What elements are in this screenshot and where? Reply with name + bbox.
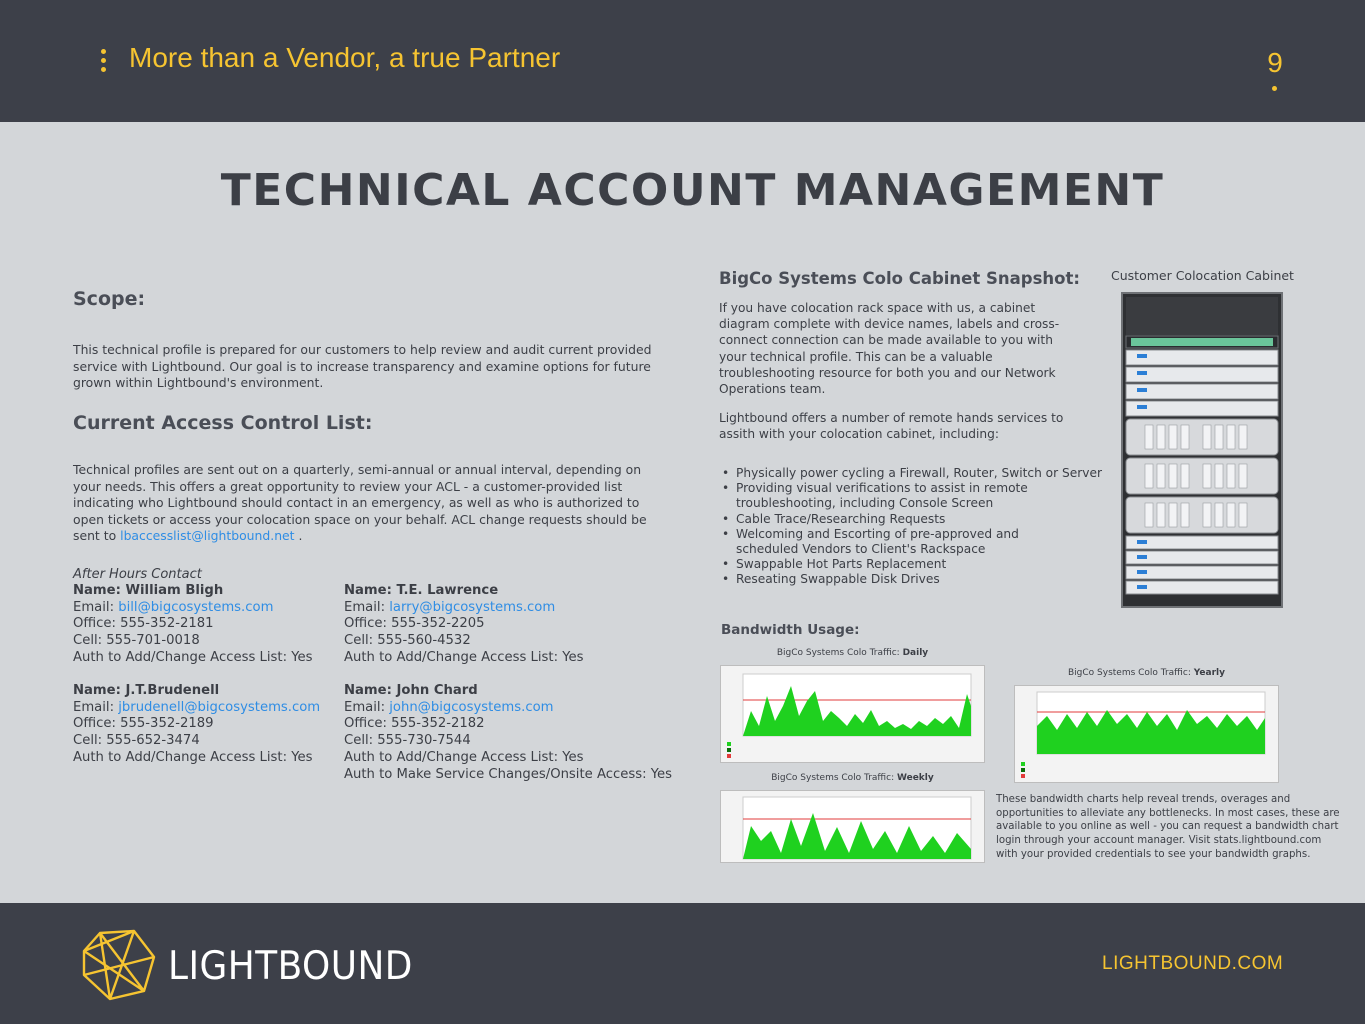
contact-name: Name: William Bligh [73,583,224,598]
contact-cell: Cell: 555-560-4532 [344,633,471,649]
contact-name: Name: J.T.Brudenell [73,683,220,698]
daily-chart-plot [721,666,984,762]
page-title: TECHNICAL ACCOUNT MANAGEMENT [220,165,1165,216]
contact-email-link[interactable]: jbrudenell@bigcosystems.com [118,699,321,715]
acl-body-text: Technical profiles are sent out on a quarterly, semi-annual or annual interval, depending on your needs. This offers a great opportunity to review your ACL - a customer-provided list indicating who Lightbound should contact in an emergency, as well as who is authorized to open tickets or access your colocation space on your behalf. ACL change requests should be sent to [73,462,647,544]
footer-bar [0,903,1365,1024]
acl-heading: Current Access Control List: [73,412,373,434]
page-number-dot-icon [1272,86,1277,91]
contact-email-label: Email: [73,599,119,615]
acl-body-suffix: . [294,528,303,544]
contact-email-label: Email: [73,699,119,715]
contact-email-row [73,600,313,617]
contact-email-label: Email: [344,699,390,715]
contact-auth: Auth to Add/Change Access List: Yes [73,749,313,765]
chart-caption-period: Weekly [896,773,934,783]
contact-card [344,583,584,667]
list-item: • Physically power cycling a Firewall, Router, Switch or Server [722,466,1117,481]
bandwidth-body: These bandwidth charts help reveal trends, overages and opportunities to alleviate any bottlenecks. In most cases, these are available to you online as well - you can request a bandwidth chart login through your account manager. Visit stats.lightbound.com with your provided credentials to see your bandwidth graphs. [996,794,1340,860]
footer-website-link[interactable]: LIGHTBOUND.COM [1102,953,1284,974]
cabinet-rack-graphic [1123,294,1281,606]
contact-email-row [344,600,584,617]
header-bar [0,0,1365,122]
chart-caption-text: BigCo Systems Colo Traffic: [776,648,903,658]
contact-email-row [344,700,672,717]
contact-cell: Cell: 555-652-3474 [73,733,200,749]
cabinet-caption: Customer Colocation Cabinet [1111,268,1294,283]
weekly-traffic-chart [720,790,985,863]
chart-caption-period: Daily [902,648,929,658]
list-item: • Providing visual verifications to assist in remote troubleshooting, including Console Screen [722,481,1117,511]
lightbound-logo-icon [80,929,158,1001]
bandwidth-heading: Bandwidth Usage: [721,622,860,638]
page-number: 9 [1267,47,1283,78]
contact-card [73,583,313,667]
snapshot-body-1: If you have colocation rack space with us, a cabinet diagram complete with device names, labels and cross-connect connection can be made available to you with your technical profile. This can be a valuable troubleshooting resource for both you and our Network Operations team. [719,301,1060,397]
daily-traffic-chart [720,665,985,763]
chart-caption-text: BigCo Systems Colo Traffic: [771,773,897,783]
list-item: • Reseating Swappable Disk Drives [722,572,1117,587]
acl-body [73,462,668,545]
yearly-traffic-chart [1014,685,1279,783]
list-item: • Welcoming and Escorting of pre-approved and scheduled Vendors to Client's Rackspace [722,527,1072,557]
chart-caption-text: BigCo Systems Colo Traffic: [1067,668,1194,678]
contact-auth: Auth to Add/Change Access List: Yes [344,649,584,665]
weekly-chart-caption [720,773,985,783]
vertical-dots-icon [101,49,107,76]
contact-auth-onsite: Auth to Make Service Changes/Onsite Access: Yes [344,766,673,782]
contact-office: Office: 555-352-2189 [73,716,214,732]
contact-card [344,683,672,783]
contact-email-link[interactable]: bill@bigcosystems.com [118,599,274,615]
chart-caption-period: Yearly [1193,668,1225,678]
contact-office: Office: 555-352-2205 [344,616,485,632]
contact-cell: Cell: 555-730-7544 [344,733,471,749]
contact-office: Office: 555-352-2182 [344,716,485,732]
remote-hands-list [722,466,1117,588]
contact-auth: Auth to Add/Change Access List: Yes [73,649,313,665]
acl-email-link[interactable]: lbaccesslist@lightbound.net [120,528,295,544]
contact-email-row [73,700,320,717]
after-hours-label: After Hours Contact [73,567,202,582]
scope-body: This technical profile is prepared for our customers to help review and audit current provided service with Lightbound. Our goal is to increase transparency and examine options for future grown within Lightbound's environment. [73,342,652,391]
yearly-chart-caption [1014,668,1279,678]
snapshot-body-2: Lightbound offers a number of remote hands services to assith with your colocation cabinet, including: [719,411,1064,442]
contact-auth: Auth to Add/Change Access List: Yes [344,749,584,765]
contact-office: Office: 555-352-2181 [73,616,214,632]
yearly-chart-plot [1015,686,1278,782]
footer-brand: LIGHTBOUND [168,944,413,989]
list-item: • Swappable Hot Parts Replacement [722,557,1117,572]
daily-chart-caption [720,648,985,658]
snapshot-heading: BigCo Systems Colo Cabinet Snapshot: [719,269,1080,288]
contact-name: Name: John Chard [344,683,478,698]
cabinet-diagram [1121,292,1283,608]
list-item: • Cable Trace/Researching Requests [722,512,1117,527]
contact-name: Name: T.E. Lawrence [344,583,499,598]
contact-email-link[interactable]: john@bigcosystems.com [389,699,554,715]
contact-cell: Cell: 555-701-0018 [73,633,200,649]
header-tagline: More than a Vendor, a true Partner [129,42,561,73]
contact-email-label: Email: [344,599,390,615]
weekly-chart-plot [721,791,984,862]
contact-card [73,683,320,767]
scope-heading: Scope: [73,288,146,310]
contact-email-link[interactable]: larry@bigcosystems.com [389,599,556,615]
